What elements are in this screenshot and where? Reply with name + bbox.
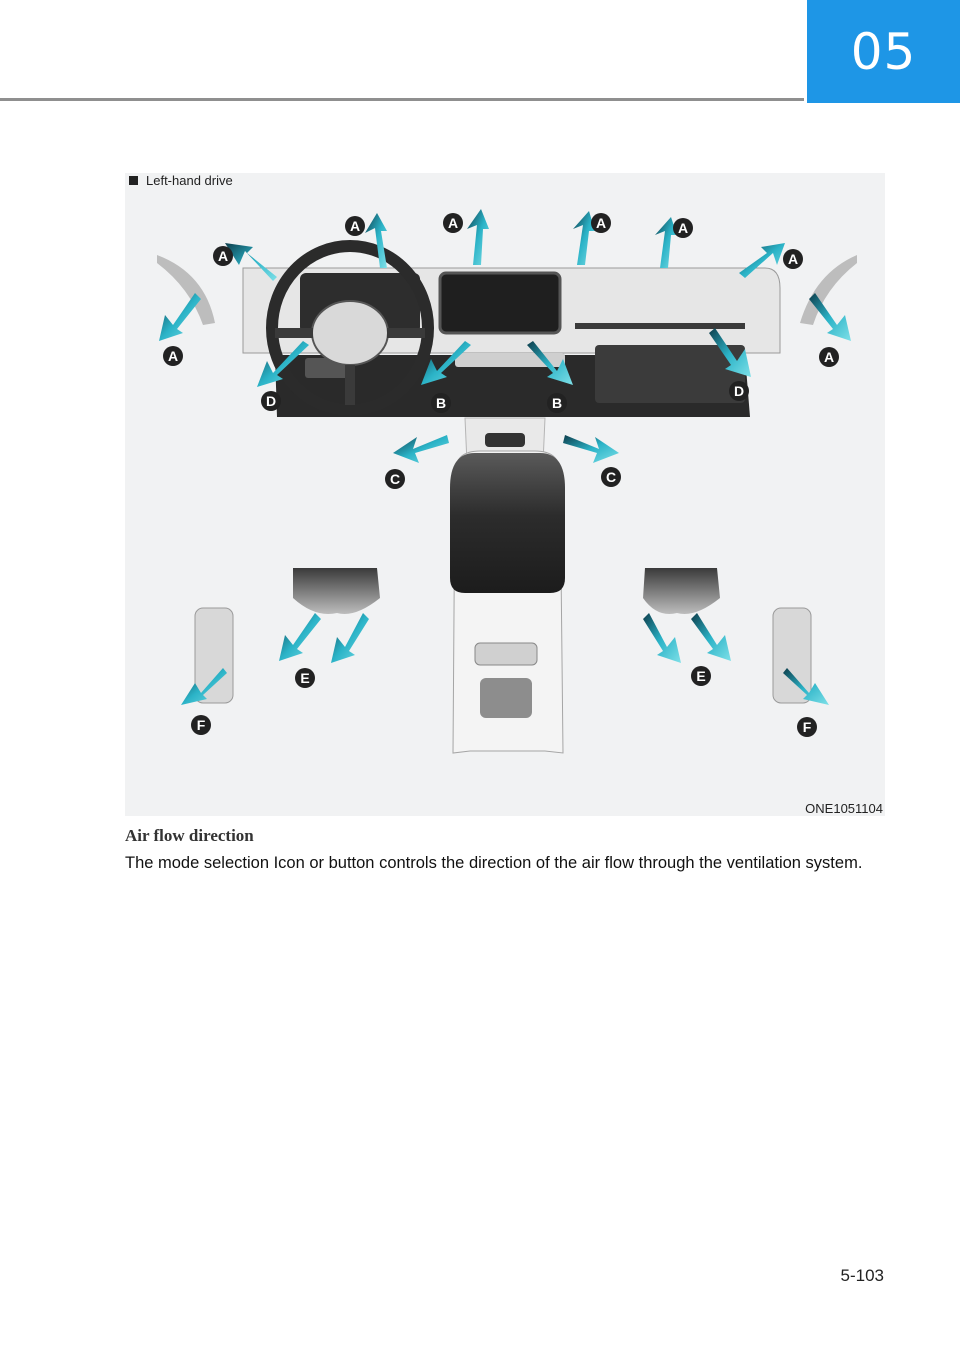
vent-marker-label-a: A	[447, 215, 459, 231]
vent-marker-label-a: A	[787, 251, 799, 267]
car-interior-illustration	[125, 173, 885, 816]
right-rear-seat-vent	[773, 608, 811, 703]
left-rear-seat-vent	[195, 608, 233, 703]
vent-marker-label-b: B	[435, 395, 447, 411]
right-rear-duct	[643, 568, 720, 614]
airflow-figure	[125, 173, 885, 816]
chapter-tab	[807, 0, 960, 103]
chapter-number: 05	[850, 22, 917, 81]
vent-marker-label-a: A	[349, 218, 361, 234]
vent-marker-label-a: A	[217, 248, 229, 264]
vent-marker-label-b: B	[551, 395, 563, 411]
center-console	[450, 451, 565, 753]
vent-marker-label-a: A	[595, 215, 607, 231]
caption-bullet	[129, 176, 138, 185]
vent-marker-label-f: F	[802, 719, 812, 735]
tunnel-controls	[485, 433, 525, 447]
vent-marker-label-a: A	[167, 348, 179, 364]
vent-marker-label-e: E	[300, 670, 310, 686]
section-title: Air flow direction	[125, 826, 254, 845]
section-body: The mode selection Icon or button controls the direction of the air flow through the ventilation system.	[125, 854, 863, 872]
figure-code: ONE1051104	[805, 801, 883, 816]
vent-marker-label-e: E	[696, 668, 706, 684]
vent-marker-label-c: C	[389, 471, 401, 487]
header-rule	[0, 98, 804, 101]
page-number: 5-103	[840, 1266, 884, 1285]
vent-marker-label-d: D	[733, 383, 745, 399]
figure-caption	[129, 173, 233, 188]
vent-marker-label-f: F	[196, 717, 206, 733]
vent-marker-label-a: A	[677, 220, 689, 236]
figure-caption-text: Left-hand drive	[146, 173, 233, 188]
vent-marker-label-c: C	[605, 469, 617, 485]
left-rear-duct	[293, 568, 380, 614]
vent-marker-label-d: D	[265, 393, 277, 409]
vent-marker-label-a: A	[823, 349, 835, 365]
